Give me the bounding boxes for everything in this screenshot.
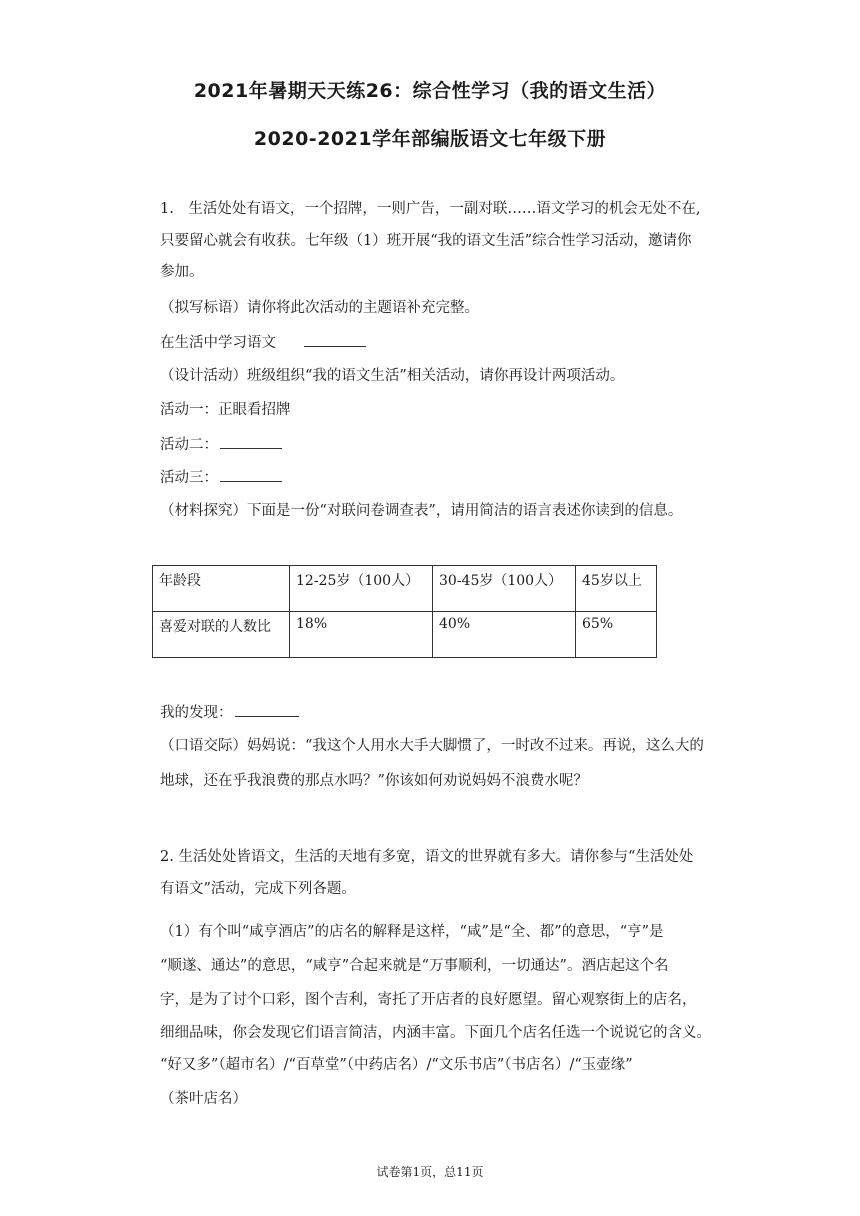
q1-intro-line: 1. 生活处处有语文，一个招牌，一则广告，一副对联……语文学习的机会无处不在, — [160, 201, 701, 217]
q2-part1-line: 字，是为了讨个口彩，图个吉利，寄托了开店者的良好愿望。留心观察街上的店名， — [160, 992, 697, 1008]
activity-3-line — [160, 467, 282, 488]
document-title: 2021年暑期天天练26：综合性学习（我的语文生活） — [193, 80, 667, 102]
activity-1: 活动一：正眼看招牌 — [160, 402, 291, 418]
q2-part1-line: （1）有个叫“咸亨酒店”的店名的解释是这样，“咸”是“全、都”的意思，“亨”是 — [160, 924, 664, 940]
table-header-cell: 12-25岁（100人） — [290, 566, 433, 612]
table-cell: 喜爱对联的人数比 — [153, 612, 290, 658]
discovery-line — [160, 702, 299, 723]
document-subtitle: 2020-2021学年部编版语文七年级下册 — [253, 128, 607, 150]
activity-3-label: 活动三： — [160, 470, 218, 486]
discovery-blank[interactable] — [235, 702, 299, 717]
table-row — [153, 612, 657, 658]
q2-intro-line: 2. 生活处处皆语文，生活的天地有多宽，语文的世界就有多大。请你参与“生活处处 — [160, 849, 694, 865]
slogan-line — [160, 332, 366, 353]
page-footer: 试卷第1页，总11页 — [376, 1165, 484, 1179]
oral-prompt-line: 地球，还在乎我浪费的那点水吗？”你该如何劝说妈妈不浪费水呢？ — [160, 773, 588, 789]
activity-3-blank[interactable] — [220, 467, 282, 482]
discovery-label: 我的发现： — [160, 705, 233, 721]
activity-2-blank[interactable] — [220, 434, 282, 449]
table-cell: 18% — [290, 612, 433, 658]
q2-intro-line: 有语文”活动，完成下列各题。 — [160, 881, 356, 897]
table-header-cell: 年龄段 — [153, 566, 290, 612]
q2-part1-line: （茶叶店名） — [160, 1091, 247, 1107]
table-header-cell: 45岁以上 — [576, 566, 657, 612]
material-prompt: （材料探究）下面是一份“对联问卷调查表”，请用简洁的语言表述你读到的信息。 — [160, 503, 683, 519]
q1-intro-line: 参加。 — [160, 264, 204, 280]
q1-intro-line: 只要留心就会有收获。七年级（1）班开展“我的语文生活”综合性学习活动，邀请你 — [160, 233, 692, 249]
activity-2-line — [160, 434, 282, 455]
oral-prompt-line: （口语交际）妈妈说：“我这个人用水大手大脚惯了，一时改不过来。再说，这么大的 — [160, 738, 704, 754]
slogan-start: 在生活中学习语文 — [160, 335, 276, 351]
table-row — [153, 566, 657, 612]
survey-table — [152, 565, 657, 658]
slogan-prompt: （拟写标语）请你将此次活动的主题语补充完整。 — [160, 300, 479, 316]
table-header-cell: 30-45岁（100人） — [433, 566, 576, 612]
activity-2-label: 活动二： — [160, 437, 218, 453]
q2-part1-line: 细细品味，你会发现它们语言简洁，内涵丰富。下面几个店名任选一个说说它的含义。 — [160, 1025, 711, 1041]
table-cell: 40% — [433, 612, 576, 658]
table-cell: 65% — [576, 612, 657, 658]
q2-part1-line: “好又多”（超市名）/“百草堂”（中药店名）/“文乐书店”（书店名）/“玉壶缘” — [160, 1057, 633, 1073]
slogan-blank[interactable] — [304, 332, 366, 347]
q2-part1-line: “顺遂、通达”的意思，“咸亨”合起来就是“万事顺利，一切通达”。酒店起这个名 — [160, 958, 669, 974]
design-prompt: （设计活动）班级组织“我的语文生活”相关活动，请你再设计两项活动。 — [160, 368, 625, 384]
